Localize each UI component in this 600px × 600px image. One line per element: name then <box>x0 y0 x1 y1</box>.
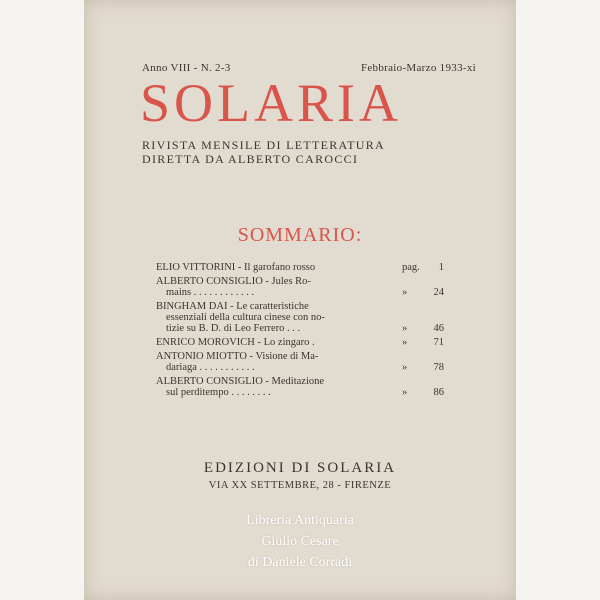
magazine-title: SOLARIA <box>140 73 403 133</box>
toc-page-ref <box>402 387 444 398</box>
watermark-line: di Daniele Corradi <box>247 555 353 570</box>
toc-page-number: 86 <box>433 387 444 398</box>
toc-page-prefix: pag. <box>402 262 420 273</box>
toc-page-ref <box>402 362 444 373</box>
toc-entry-line: tizie su B. D. di Leo Ferrero . . . <box>166 323 301 334</box>
issue-date: Febbraio-Marzo 1933-xi <box>360 62 476 74</box>
toc-entry-line: ALBERTO CONSIGLIO - Jules Ro- <box>156 276 311 287</box>
toc-page-number: 46 <box>433 323 444 334</box>
magazine-director: DIRETTA DA ALBERTO CAROCCI <box>142 152 359 166</box>
toc-entry-line: sul perditempo . . . . . . . . <box>166 387 271 398</box>
toc-page-prefix: » <box>402 387 408 398</box>
toc-page-prefix: » <box>402 287 408 298</box>
table-of-contents <box>156 262 444 401</box>
toc-entry-line: ELIO VITTORINI - Il garofano rosso <box>156 262 316 273</box>
toc-entry-line: dariaga . . . . . . . . . . . <box>166 362 255 373</box>
magazine-subtitle: RIVISTA MENSILE DI LETTERATURA <box>142 138 386 152</box>
toc-page-ref <box>402 337 444 348</box>
publisher-address: VIA XX SETTEMBRE, 28 - FIRENZE <box>208 480 392 491</box>
toc-page-number: 78 <box>433 362 444 373</box>
magazine-cover <box>84 0 516 600</box>
toc-entry <box>156 351 444 373</box>
toc-page-ref <box>402 287 444 298</box>
toc-page-prefix: » <box>402 323 408 334</box>
contents-heading: SOMMARIO: <box>237 224 363 246</box>
toc-page-number: 24 <box>433 287 444 298</box>
bookseller-watermark <box>84 510 516 573</box>
toc-page-ref <box>402 323 444 334</box>
toc-page-prefix: » <box>402 362 408 373</box>
publisher-name: EDIZIONI DI SOLARIA <box>203 460 397 476</box>
toc-page-number: 1 <box>438 262 444 273</box>
toc-entry-line: ENRICO MOROVICH - Lo zingaro . <box>156 337 315 348</box>
toc-entry <box>156 301 444 334</box>
toc-entry-line: ANTONIO MIOTTO - Visione di Ma- <box>156 351 319 362</box>
toc-page-prefix: » <box>402 337 408 348</box>
toc-entry-line: essenziali della cultura cinese con no- <box>166 312 325 323</box>
toc-entry <box>156 276 444 298</box>
toc-entry <box>156 262 444 273</box>
issue-number: Anno VIII - N. 2-3 <box>142 62 231 74</box>
toc-page-number: 71 <box>433 337 444 348</box>
toc-page-ref <box>402 262 444 273</box>
toc-entry-line: ALBERTO CONSIGLIO - Meditazione <box>156 376 325 387</box>
watermark-line: Giulio Cesare <box>261 534 339 549</box>
toc-entry <box>156 376 444 398</box>
toc-entry-line: BINGHAM DAI - Le caratteristiche <box>156 301 309 312</box>
watermark-line: Libreria Antiquaria <box>246 513 354 528</box>
toc-entry-line: mains . . . . . . . . . . . . <box>166 287 255 298</box>
toc-entry <box>156 337 444 348</box>
